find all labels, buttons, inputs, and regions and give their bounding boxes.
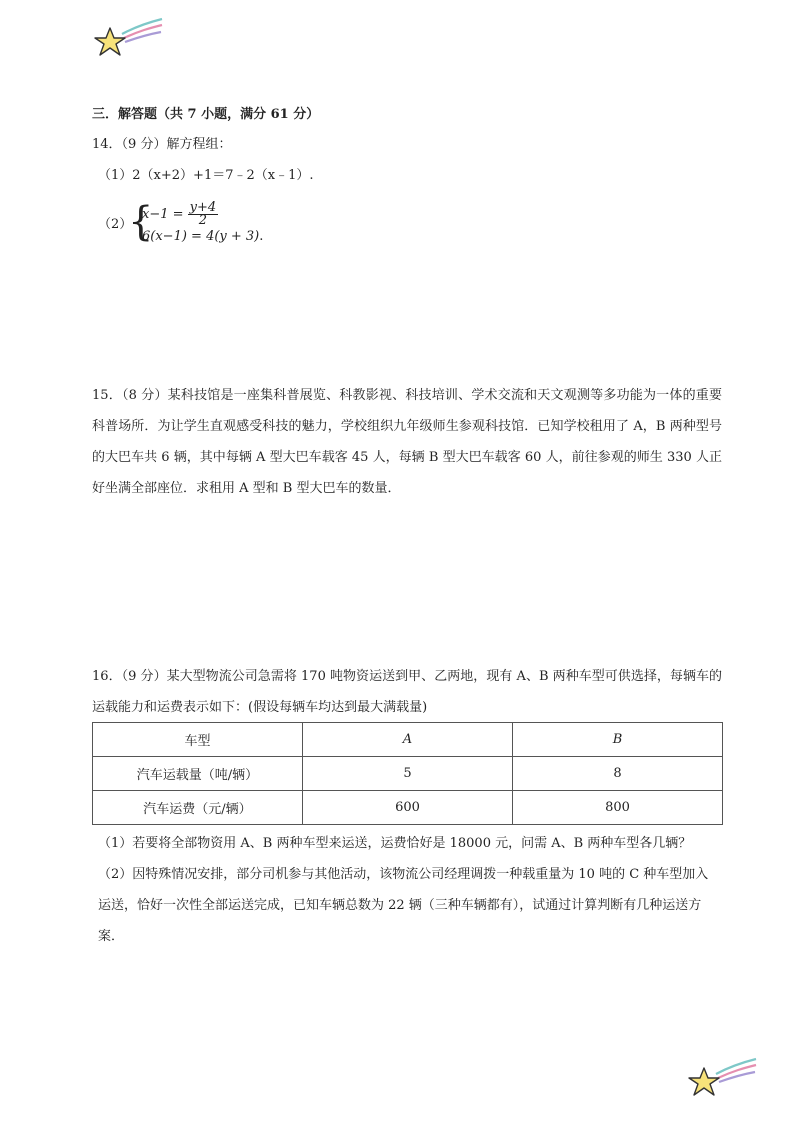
table-row (93, 757, 723, 791)
question-16-text: 16．（9 分）某大型物流公司急需将 170 吨物资运送到甲、乙两地，现有 A、B 两种车型可供选择，每辆车的运载能力和运费表示如下：(假设每辆车均达到最大满载量) (92, 669, 722, 715)
part-1-label: （1） (98, 168, 133, 183)
eq1-denominator: 2 (198, 213, 208, 228)
table-header-cell: 车型 (93, 723, 303, 757)
eq-end: . (259, 229, 264, 244)
table-cell: 汽车运载量（吨/辆） (93, 757, 303, 791)
question-14-stem: 14．（9 分）解方程组： (92, 137, 232, 152)
table-cell: 汽车运费（元/辆） (93, 791, 303, 825)
table-header-cell: B (513, 723, 723, 757)
question-14-part-1 (98, 168, 314, 184)
eq2-text: 6(x−1) = 4(y + 3) (142, 229, 260, 244)
question-14-part-2-label: （2） (98, 217, 133, 232)
table-cell: 8 (513, 757, 723, 791)
eq1-fraction (188, 202, 219, 227)
left-brace: { (128, 199, 154, 245)
eq1-numerator: y+4 (189, 200, 217, 215)
table-row (93, 791, 723, 825)
table-header-cell: A (303, 723, 513, 757)
table-cell: 800 (513, 791, 723, 825)
question-16-part-2: （2）因特殊情况安排，部分司机参与其他活动，该物流公司经理调拨一种载重量为 10 吨的 C 种车型加入运送，恰好一次性全部运送完成，已知车辆总数为 22 辆（三种车辆都有），试通过计算判断有几种运送方案． (98, 867, 709, 944)
question-15-text: 15．（8 分）某科技馆是一座集科普展览、科教影视、科技培训、学术交流和天文观测等多功能为一体的重要科普场所．为让学生直观感受科技的魅力，学校组织九年级师生参观科技馆．已知学校租用了 A，B 两种型号的大巴车共 6 辆，其中每辆 A 型大巴车载客 45 人，每辆 B 型大巴车载客 60 人，前往参观的师生 330 人正好坐满全部座位．求租用 A 型和 B 型大巴车的数量． (92, 388, 722, 496)
equation-1 (142, 202, 218, 227)
shooting-star-icon (686, 1056, 758, 1100)
equation-2 (142, 229, 263, 244)
part-1-equation: 2（x+2）+1＝7﹣2（x﹣1）. (132, 168, 314, 183)
table-cell: 600 (303, 791, 513, 825)
table-header-row (93, 723, 723, 757)
section-title: 三．解答题（共 7 小题，满分 61 分） (92, 107, 320, 122)
question-16-part-1: （1）若要将全部物资用 A、B 两种车型来运送，运费恰好是 18000 元，问需 A、B 两种车型各几辆？ (98, 836, 692, 851)
eq1-left: x−1 = (142, 207, 184, 222)
shooting-star-icon (92, 16, 164, 60)
equation-system (128, 200, 268, 246)
table-cell: 5 (303, 757, 513, 791)
vehicle-table (92, 722, 723, 825)
